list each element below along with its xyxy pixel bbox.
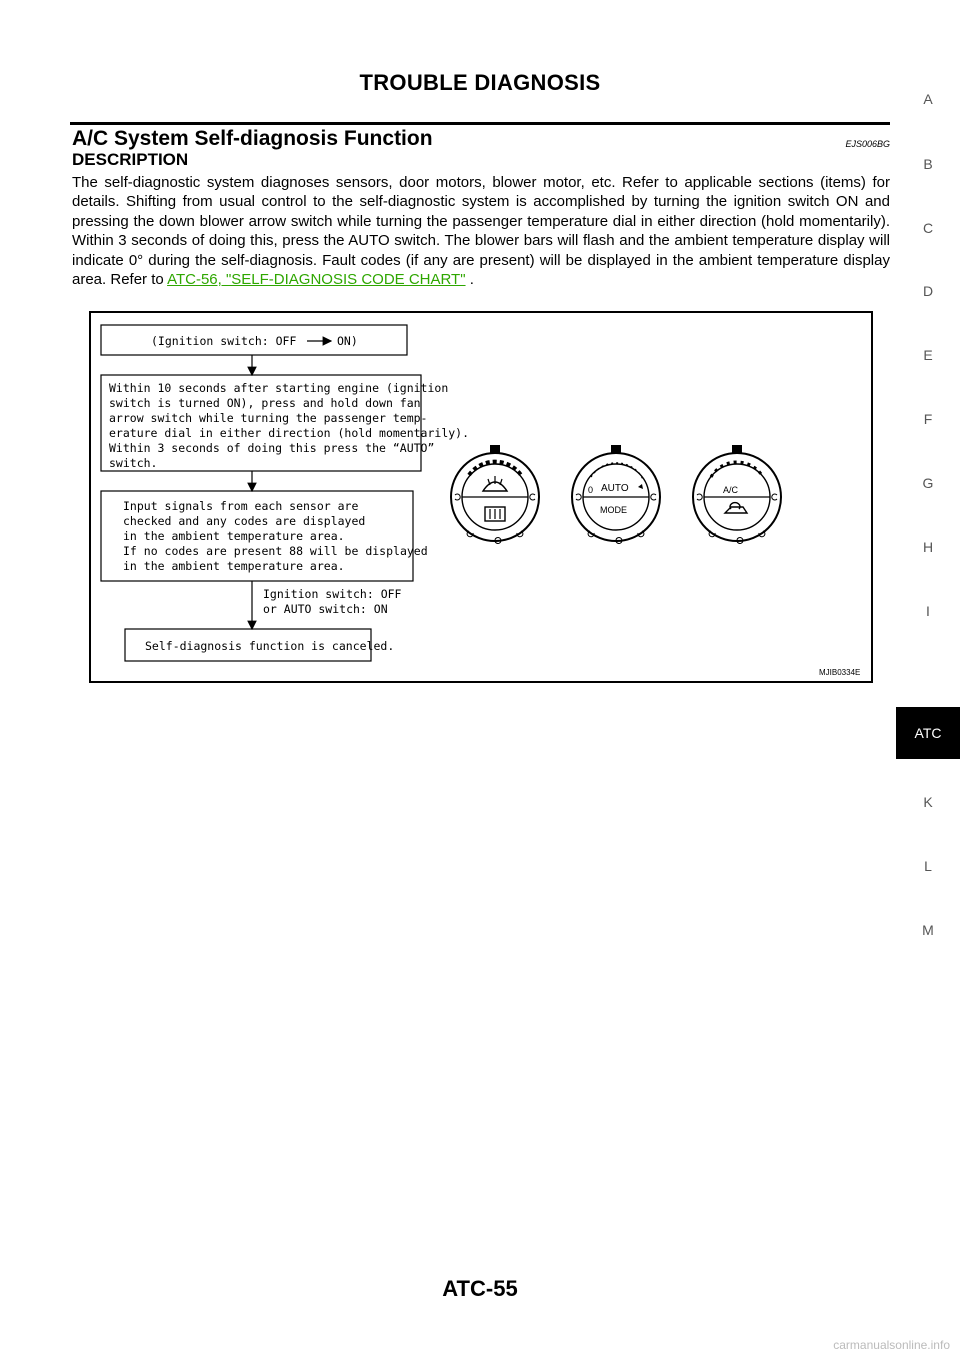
flow-condition-line: Ignition switch: OFF: [263, 587, 402, 601]
tab-d[interactable]: D: [922, 283, 934, 299]
tab-k[interactable]: K: [923, 794, 933, 810]
knob-ac-label: A/C: [723, 485, 739, 495]
flow-step-3-line: checked and any codes are displayed: [123, 514, 366, 528]
paragraph-text: The self-diagnostic system diagnoses sensors, door motors, blower motor, etc. Refer to applicable sections (items) for details. Shifting from usual control to the self-diagnostic system is accomplished by turning the ignition switch ON and pressing the down blower arrow switch while turning the passenger temperature dial in either direction (hold momentarily). Within 3 seconds of doing this, press the AUTO switch. The blower bars will flash and the ambient temperature display will indicate 0° during the self-diagnosis. Fault codes (if any are present) will be displayed in the ambient temperature display area. Refer to: [72, 174, 890, 289]
header-rule: [70, 122, 890, 125]
tab-b[interactable]: B: [923, 156, 933, 172]
flow-step-2-line: switch is turned ON), press and hold down fan: [109, 396, 421, 410]
tab-a[interactable]: A: [923, 91, 933, 107]
flow-step-2-line: Within 3 seconds of doing this press the “AUTO”: [109, 441, 435, 455]
flow-step-3-line: in the ambient temperature area.: [123, 559, 345, 573]
knob-mode-label: MODE: [600, 505, 627, 515]
description-paragraph: [72, 173, 890, 289]
flow-step-3-line: in the ambient temperature area.: [123, 529, 345, 543]
section-subtitle: DESCRIPTION: [72, 150, 189, 169]
tab-f[interactable]: F: [923, 411, 933, 427]
figure-id: MJIB0334E: [819, 668, 861, 677]
flow-step-1-text-b: ON): [337, 334, 358, 348]
tab-e[interactable]: E: [923, 347, 933, 363]
section-index-tabs: [896, 0, 960, 1358]
knob-auto-label: AUTO: [601, 483, 629, 494]
tab-h[interactable]: H: [922, 539, 934, 555]
tab-g[interactable]: G: [922, 475, 934, 491]
self-diagnosis-figure: [89, 311, 873, 683]
mode-dial-knob: [693, 445, 781, 544]
paragraph-end: .: [465, 271, 474, 289]
flow-step-4-text: Self-diagnosis function is canceled.: [145, 639, 395, 653]
flow-step-2-line: switch.: [109, 456, 158, 470]
fan-dial-knob: [451, 445, 539, 544]
flow-step-2-line: arrow switch while turning the passenger temp-: [109, 411, 428, 425]
flow-step-3-line: If no codes are present 88 will be displayed: [123, 544, 428, 558]
tab-atc[interactable]: ATC: [896, 707, 960, 759]
page-number: ATC-55: [442, 1276, 518, 1301]
page-header-title: TROUBLE DIAGNOSIS: [359, 70, 601, 95]
tab-l[interactable]: L: [924, 858, 932, 874]
flow-step-1-text-a: (Ignition switch: OFF: [151, 334, 297, 348]
flow-condition-line: or AUTO switch: ON: [263, 602, 388, 616]
flow-step-2-line: Within 10 seconds after starting engine (ignition: [109, 381, 449, 395]
self-diagnosis-code-chart-link[interactable]: ATC-56, "SELF-DIAGNOSIS CODE CHART": [167, 271, 466, 289]
tab-m[interactable]: M: [922, 922, 934, 938]
flow-step-3-line: Input signals from each sensor are: [123, 499, 359, 513]
flow-step-2-line: erature dial in either direction (hold momentarily).: [109, 426, 470, 440]
section-code: EJS006BG: [845, 139, 890, 149]
flowchart-svg: [91, 313, 871, 681]
tab-c[interactable]: C: [922, 220, 934, 236]
knob-zero-label: 0: [588, 485, 594, 495]
temperature-dial-knob: [572, 445, 660, 544]
tab-i[interactable]: I: [926, 603, 930, 619]
section-title: A/C System Self-diagnosis Function: [72, 127, 433, 150]
watermark: carmanualsonline.info: [833, 1338, 950, 1352]
